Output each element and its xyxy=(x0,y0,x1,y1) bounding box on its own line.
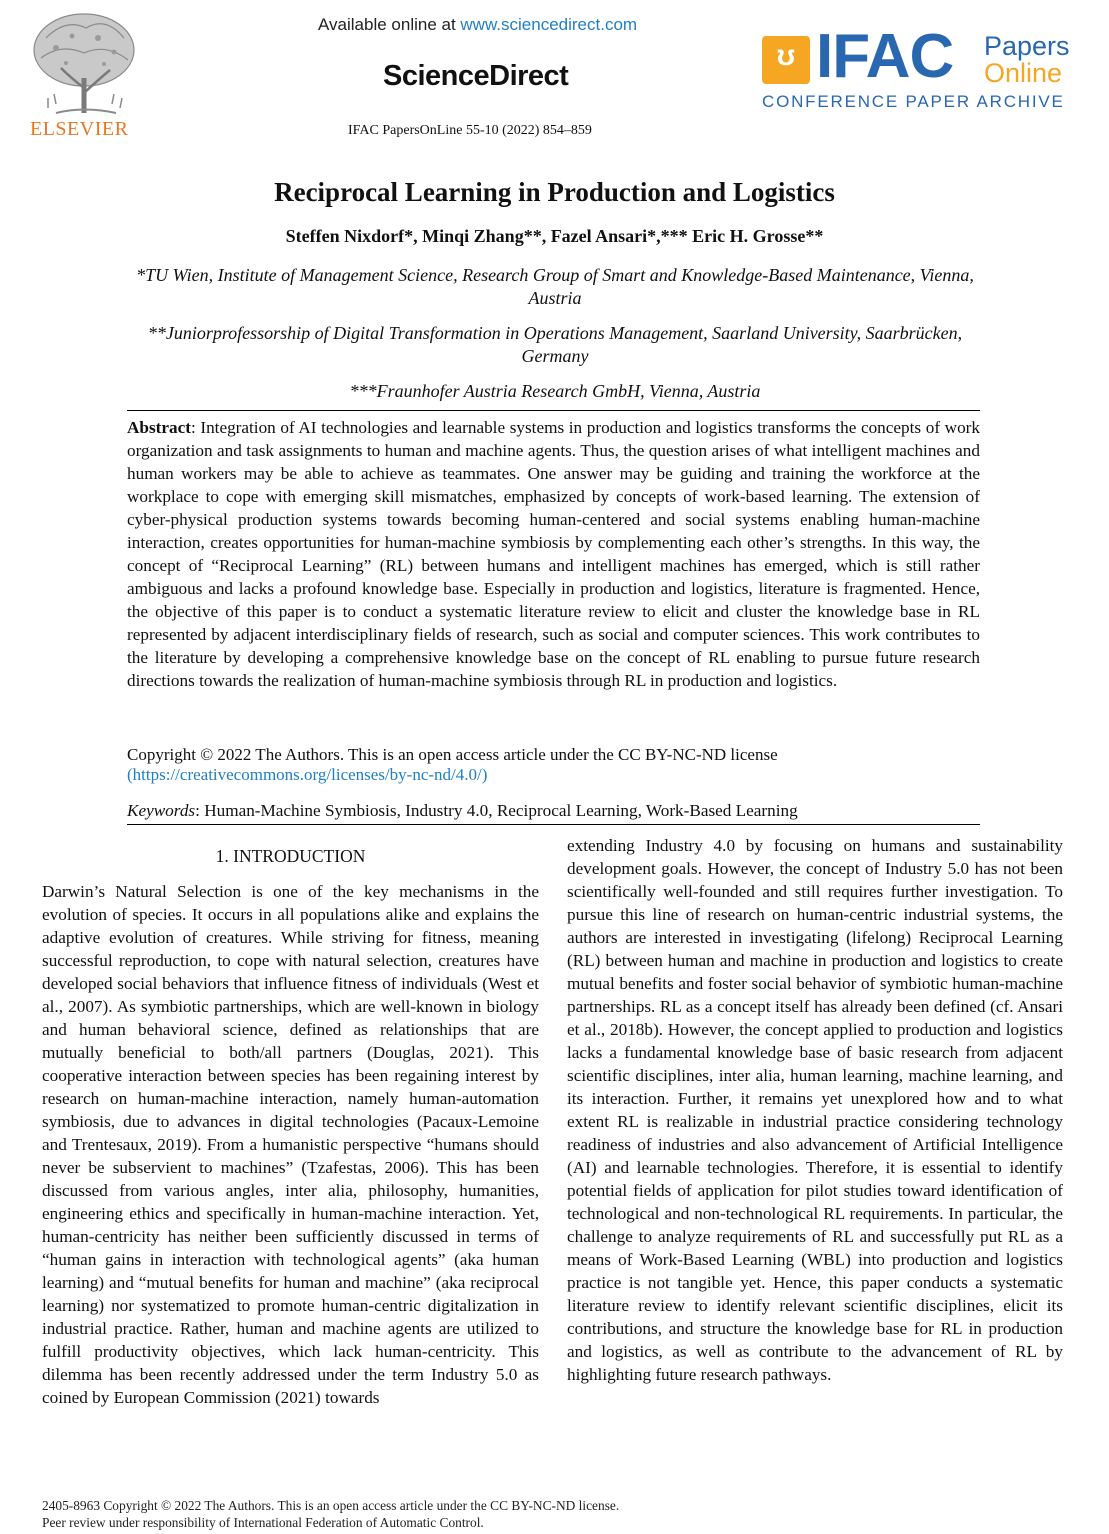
body-column-left: Darwin’s Natural Selection is one of the key mechanisms in the evolution of species. It occurs in all populations alike and explains the adaptive evolution of creatures. While striving for fitness, meaning successful reproduction, to cope with natural selection, creatures have developed social behaviors that influence fitness of individuals (West et al., 2007). As symbiotic partnerships, which are well-known in biology and human behavioral science, defined as relationships that are mutually beneficial to both/all partners (Douglas, 2021). This cooperative interaction between species has been regaining interest by research on human-machine interaction, namely human-automation symbiosis, due to advances in digital technologies (Pacaux-Lemoine and Trentesaux, 2019). From a humanistic perspective “humans should never be subservient to machines” (Tzafestas, 2006). This has been discussed from various angles, inter alia, philosophy, humanities, engineering ethics and specifically in human-machine interaction. Yet, human-centricity has neither been sufficiently discussed in terms of “human gains in interaction with technological agents” (aka human learning) and “mutual benefits for human and machine” (aka reciprocal learning) nor systematized to promote human-centric digitalization in industrial practice. Rather, human and machine agents are utilized to fulfill productivity objectives, which lack human-centricity. This dilemma has been recently addressed under the term Industry 5.0 as coined by European Commission (2021) towards xyxy=(42,882,539,1407)
license-link[interactable]: (https://creativecommons.org/licenses/by-nc-nd/4.0/) xyxy=(127,765,488,784)
affiliation-1: *TU Wien, Institute of Management Science, Research Group of Smart and Knowledge-Based Maintenance, Vienna, Austria xyxy=(136,265,974,308)
ifac-name: IFAC xyxy=(816,22,954,91)
abstract-text: : Integration of AI technologies and learnable systems in production and logistics transforms the concepts of work organization and task assignments to human and machine agents. Thus, the question arises of what intelligent machines and human workers may be able to achieve as teammates. One answer may be guiding and training the workforce at the workplace to cope with emerging skill mismatches, emphasized by concepts of work-based learning. The extension of cyber-physical production systems towards becoming human-centered and social systems enabling human-machine interaction, creates opportunities for human-machine symbiosis by complementing each other’s strengths. In this way, the concept of “Reciprocal Learning” (RL) between humans and intelligent machines has emerged, which is still rather ambiguous and lacks a profound knowledge base. Especially in production and logistics, literature is fragmented. Hence, the objective of this paper is to conduct a systematic literature review to elicit and cluster the knowledge base in RL represented by adjacent interdisciplinary fields of research, such as social and computer sciences. This work contributes to the literature by developing a comprehensive knowledge base on the concept of RL enabling to pursue future research directions towards the realization of human-machine symbiosis through RL in production and logistics. xyxy=(127,418,980,690)
abstract-label: Abstract xyxy=(127,418,191,437)
publisher-name: ELSEVIER xyxy=(30,118,129,140)
footer-copyright: 2405-8963 Copyright © 2022 The Authors. This is an open access article under the CC BY-NC-ND license. xyxy=(42,1498,620,1513)
section-heading: 1. INTRODUCTION xyxy=(215,846,366,866)
sciencedirect-link[interactable]: www.sciencedirect.com xyxy=(460,15,638,34)
ifac-archive: CONFERENCE PAPER ARCHIVE xyxy=(762,92,1065,111)
keywords xyxy=(127,799,980,825)
paper-authors: Steffen Nixdorf*, Minqi Zhang**, Fazel Ansari*,*** Eric H. Grosse** xyxy=(285,226,824,246)
page-footer xyxy=(42,1497,619,1531)
copyright-text: Copyright © 2022 The Authors. This is an open access article under the CC BY-NC-ND license xyxy=(127,745,778,764)
abstract-top-rule xyxy=(127,410,980,411)
sciencedirect-wordmark: ScienceDirect xyxy=(383,60,569,92)
copyright-notice xyxy=(127,745,980,785)
available-online xyxy=(318,15,637,35)
paper-title: Reciprocal Learning in Production and Logistics xyxy=(274,177,835,207)
journal-reference: IFAC PapersOnLine 55-10 (2022) 854–859 xyxy=(348,123,592,138)
affiliation-2: **Juniorprofessorship of Digital Transformation in Operations Management, Saarland University, Saarbrücken, Germany xyxy=(147,323,963,366)
keywords-text: : Human-Machine Symbiosis, Industry 4.0, Reciprocal Learning, Work-Based Learning xyxy=(195,801,798,820)
abstract xyxy=(127,416,980,692)
affiliation-3: ***Fraunhofer Austria Research GmbH, Vienna, Austria xyxy=(349,381,761,401)
available-prefix: Available online at xyxy=(318,15,461,34)
keywords-label: Keywords xyxy=(127,801,196,820)
ifac-emblem-icon: ʊ xyxy=(762,36,810,84)
ifac-online: Online xyxy=(984,58,1063,88)
ifac-papers: Papers xyxy=(984,31,1070,61)
footer-peer-review: Peer review under responsibility of International Federation of Automatic Control. xyxy=(42,1515,484,1530)
ifac-logo xyxy=(762,22,1082,115)
body-column-right: extending Industry 4.0 by focusing on humans and sustainability development goals. However, the concept of Industry 5.0 has not been scientifically well-founded and still requires further investigation. To pursue this line of research on human-centric industrial systems, the authors are interested in investigating (lifelong) Reciprocal Learning (RL) between human and machine in production and logistics to create mutual benefits and foster social behavior of symbiotic human-machine partnerships. RL as a concept itself has already been defined (cf. Ansari et al., 2018b). However, the concept applied to production and logistics lacks a fundamental knowledge base of basic research from adjacent scientific disciplines, inter alia, human learning, machine learning, and its interaction. Further, it remains yet unexplored how and to what extent RL is realizable in industrial practice considering technology readiness of industries and also advancement of Artificial Intelligence (AI) and learnable technologies. Therefore, it is essential to identify potential fields of application for pilot studies toward identification of technological and non-technological RL requirements. In particular, the challenge to analyze requirements of RL and successfully put RL as a means of Work-Based Learning (WBL) into production and logistics practice is not tangible yet. Hence, this paper conducts a systematic literature review to identify relevant scientific disciplines, elicit its contributions, and structure the knowledge base for RL in production and logistics, as well as contribute to the advancement of RL by highlighting future research pathways. xyxy=(567,836,1063,1384)
